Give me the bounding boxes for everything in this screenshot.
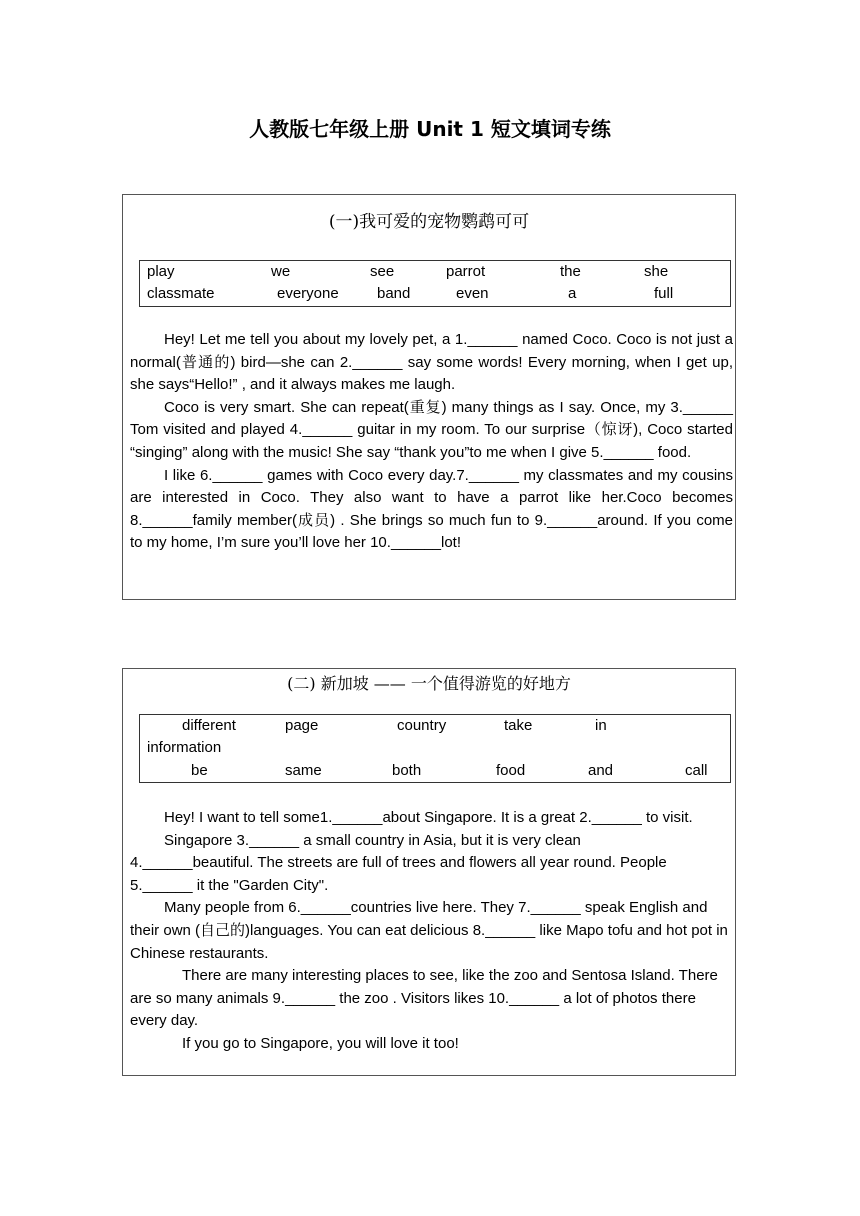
passage-paragraph: If you go to Singapore, you will love it too!: [182, 1034, 459, 1052]
word-bank-word: country: [397, 717, 447, 734]
word-bank-word: play: [147, 263, 175, 280]
word-bank-word: band: [377, 285, 411, 302]
passage-paragraph: I like 6.______ games with Coco every day.7.______ my classmates and my cousins are interested in Coco. They also want to have a parrot like her.Coco becomes 8.______family member(成员) . She brings so much fun to 9.______around. If you come to my home, I’m sure you’ll love her 10.______lot!: [130, 466, 733, 552]
word-bank-word: see: [370, 263, 395, 280]
passage-paragraph: Singapore 3.______ a small country in Asia, but it is very clean: [164, 831, 581, 849]
word-bank-word: full: [654, 285, 674, 302]
section-2-title: (二) 新加坡 —— 一个值得游览的好地方: [287, 674, 571, 693]
word-bank-2: [139, 714, 731, 783]
word-bank-word: we: [271, 263, 291, 280]
word-bank-word: she: [644, 263, 669, 280]
word-bank-word: page: [285, 717, 319, 734]
word-bank-word: same: [285, 762, 322, 779]
word-bank-word: and: [588, 762, 614, 779]
word-bank-word: take: [504, 717, 533, 734]
passage-2: [130, 807, 733, 1056]
word-bank-word: the: [560, 263, 581, 280]
word-bank-word: classmate: [147, 285, 215, 302]
passage-paragraph: There are many interesting places to see, like the zoo and Sentosa Island. There are so many animals 9.______ the zoo . Visitors likes 10.______ a lot of photos there every day.: [130, 967, 718, 1030]
passage-paragraph: Hey! Let me tell you about my lovely pet, a 1.______ named Coco. Coco is not just a normal(普通的) bird—she can 2.______ say some words! Every morning, when I get up, she says“Hello!” , and it always makes me laugh.: [130, 331, 733, 394]
page-title: 人教版七年级上册 Unit 1 短文填词专练: [249, 117, 611, 141]
word-bank-word: information: [147, 739, 222, 756]
passage-paragraph: Hey! I want to tell some1.______about Singapore. It is a great 2.______ to visit.: [164, 809, 693, 826]
section-1-box: [122, 194, 736, 600]
passage-paragraph: 4.______beautiful. The streets are full of trees and flowers all year round. People 5.______ it the "Garden City".: [130, 854, 667, 894]
passage-paragraph: Many people from 6.______countries live here. They 7.______ speak English and their own (自己的)languages. You can eat delicious 8.______ like Mapo tofu and hot pot in Chinese restaurants.: [130, 899, 728, 962]
word-bank-word: in: [595, 717, 607, 734]
word-bank-word: be: [191, 762, 208, 779]
word-bank-word: food: [496, 762, 526, 779]
word-bank-1: [139, 260, 731, 307]
word-bank-word: parrot: [446, 263, 486, 280]
word-bank-word: a: [568, 285, 577, 302]
word-bank-word: different: [182, 717, 236, 734]
passage-paragraph: Coco is very smart. She can repeat(重复) many things as I say. Once, my 3.______ Tom visited and played 4.______ guitar in my room. To our surprise（惊讶), Coco started “singing” along with the music! She say “thank you”to me when I give 5.______ food.: [130, 398, 733, 461]
section-2-box: [122, 668, 736, 1076]
word-bank-word: both: [392, 762, 422, 779]
word-bank-word: everyone: [277, 285, 339, 302]
section-1-title: (一)我可爱的宠物鹦鹉可可: [328, 212, 530, 232]
passage-1: [130, 329, 733, 555]
word-bank-word: call: [685, 762, 708, 779]
word-bank-word: even: [456, 285, 489, 302]
